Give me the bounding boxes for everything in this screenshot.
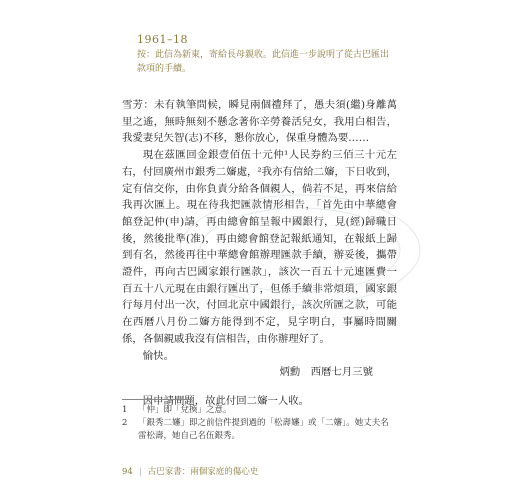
footnote-item — [122, 417, 397, 443]
letter-paragraph-main: 現在茲匯回金銀壹佰伍十元仲¹人民券約三佰三十元左右，付回廣州市銀秀二嬸處，²我亦有信給二嬸，下日收到，定有信交你，由你負責分給各個親人，倘若不足，再來信給我再次匯上。現在待我把匯款情形相告，「首先由中華總會館登記仲(申)請，再由總會館呈報中國銀行，見(經)歸職日後，然後批準(准)，再由總會館登記報紙通知，在報紙上歸到有名，然後再往中華總會館辦理匯款手續，辦妥後，攜帶證件，再向古巴國家銀行匯款」，該次一百五十元連匯費一百五十八元現在由銀行匯出了，但係手續非常煩瑣，國家銀行每月付出一次，付回北京中國銀行，該次所匯之款，可能在西曆八月份二嬸方能得到不定，見字明白，事屬時間關係，各個親戚我沒有信相告，由你辦理好了。 — [122, 149, 397, 345]
letter-paragraph-closing-wish: 愉快。 — [142, 349, 174, 362]
footnote-text: 「仲」即「兌換」之意。 — [138, 405, 232, 415]
page-number: 94 — [122, 467, 133, 477]
footnote-number: 1 — [122, 405, 128, 415]
document-id: 1961–18 — [137, 33, 188, 46]
letter-signature: 炳勳 西曆七月三號 — [279, 366, 373, 379]
page-footer — [122, 465, 258, 477]
footnote-divider — [122, 399, 192, 400]
footnote-text: 「銀秀二嬸」即之前信件提到過的「松壽嬸」或「二嬸」。她丈夫名雷松壽，她自己名伍銀秀。 — [138, 418, 389, 441]
footnote-item — [122, 404, 397, 417]
footer-separator: | — [138, 467, 142, 477]
book-title: 古巴家書：兩個家庭的傷心史 — [147, 467, 259, 477]
letter-paragraph-greeting: 雪芳：未有執筆問候，瞬見兩個禮拜了，愚夫須(繼)身離萬里之遙，無時無刻不懸念著你辛勞養活兒女，我用白相告，我愛妻兒矢智(志)不移，懇你放心，保重身體為要…… — [122, 99, 397, 145]
letter-body — [122, 97, 397, 410]
editor-note: 按：此信為新東，寄給長母親收。此信進一步說明了從古巴匯出款項的手續。 — [137, 50, 390, 74]
footnotes — [122, 404, 397, 443]
letter-postscript: 因申請問題，故此付回二嬸一人收。 — [142, 394, 310, 407]
footnote-number: 2 — [122, 418, 128, 428]
